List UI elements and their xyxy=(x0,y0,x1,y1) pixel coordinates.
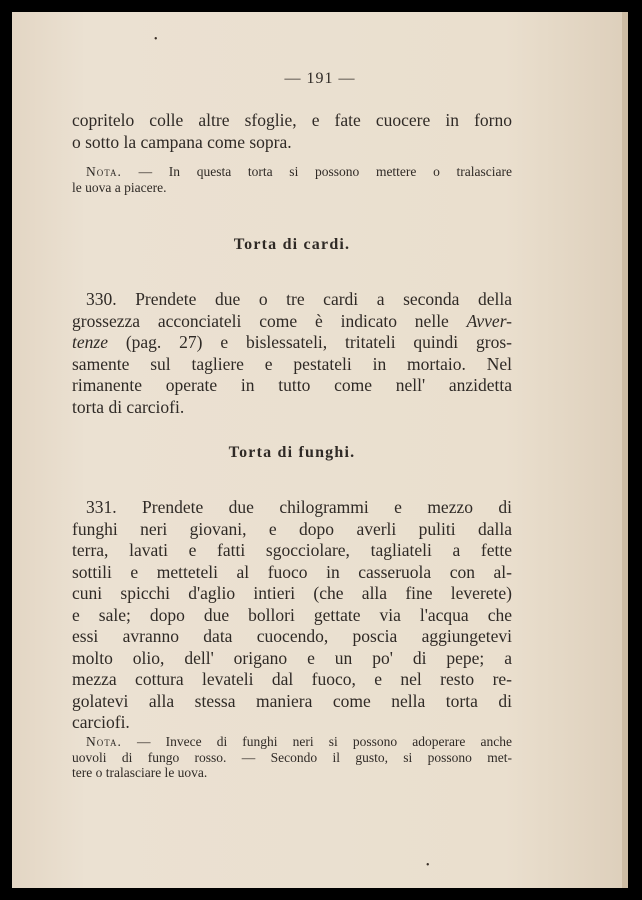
recipe-text: grossezza acconciateli come è indicato nelle xyxy=(72,310,467,331)
recipe-number: 330. xyxy=(86,289,117,309)
recipe-330-paragraph xyxy=(72,289,512,418)
text-line: terra, lavati e fatti sgocciolare, tagliateli a fette xyxy=(72,540,512,560)
recipe-331-paragraph xyxy=(72,497,512,734)
text-line: funghi neri giovani, e dopo averli puliti dalla xyxy=(72,518,512,539)
recipe-text: Prendete due o tre cardi a seconda della xyxy=(135,289,513,309)
note-text: — Invece di funghi neri si possono adoperare anche xyxy=(137,734,513,749)
text-line: uovoli di fungo rosso. — Secondo il gusto, si possono met- xyxy=(72,749,512,765)
text-line xyxy=(72,311,512,333)
page-edge xyxy=(622,12,628,888)
recipe-text-italic: Avver- xyxy=(466,310,512,331)
note-label: Nota. xyxy=(86,164,122,179)
recipe-heading-cardi xyxy=(72,236,512,254)
text-line: samente sul tagliere e pestateli in mortaio. Nel xyxy=(72,353,512,374)
ink-speck: • xyxy=(154,34,158,45)
recipe-text: (pag. 27) e bislessateli, tritateli quindi gros- xyxy=(107,332,512,352)
note-paragraph-2 xyxy=(72,734,512,781)
text-line: carciofi. xyxy=(72,712,130,732)
text-line xyxy=(72,332,512,354)
recipe-title: Torta di funghi. xyxy=(228,444,356,461)
note-text: — In questa torta si possono mettere o tralasciare xyxy=(138,164,512,179)
recipe-title: Torta di cardi. xyxy=(233,236,351,253)
text-line: rimanente operate in tutto come nell' anzidetta xyxy=(72,375,512,395)
note-label: Nota. xyxy=(86,734,122,749)
recipe-text-italic: tenze xyxy=(72,332,108,352)
text-line: golatevi alla stessa maniera come nella torta di xyxy=(72,690,512,711)
text-line: molto olio, dell' origano e un po' di pepe; a xyxy=(72,647,512,668)
continuation-paragraph xyxy=(72,110,512,153)
recipe-number: 331. xyxy=(86,497,117,517)
text-line: torta di carciofi. xyxy=(72,396,185,417)
ink-speck: • xyxy=(426,860,430,871)
note-paragraph xyxy=(72,164,512,195)
text-line: mezza cottura levateli dal fuoco, e nel resto re- xyxy=(72,669,512,689)
text-line: le uova a piacere. xyxy=(72,179,167,195)
book-page xyxy=(12,12,628,888)
text-line xyxy=(72,734,512,750)
text-line: o sotto la campana come sopra. xyxy=(72,131,292,152)
recipe-heading-funghi xyxy=(72,444,512,462)
text-line: e sale; dopo due bollori gettate via l'acqua che xyxy=(72,604,512,625)
page-number: — 191 — xyxy=(284,70,356,87)
text-line: copritelo colle altre sfoglie, e fate cuocere in forno xyxy=(72,110,512,130)
text-line: sottili e metteteli al fuoco in casseruola con al- xyxy=(72,561,512,582)
text-line xyxy=(72,164,512,180)
text-line: cuni spicchi d'aglio intieri (che alla fine leverete) xyxy=(72,583,512,603)
text-line: tere o tralasciare le uova. xyxy=(72,765,208,780)
text-line: essi avranno data cuocendo, poscia aggiungetevi xyxy=(72,626,512,646)
text-line xyxy=(72,497,512,519)
recipe-text: Prendete due chilogrammi e mezzo di xyxy=(142,497,512,517)
text-line xyxy=(72,289,512,311)
